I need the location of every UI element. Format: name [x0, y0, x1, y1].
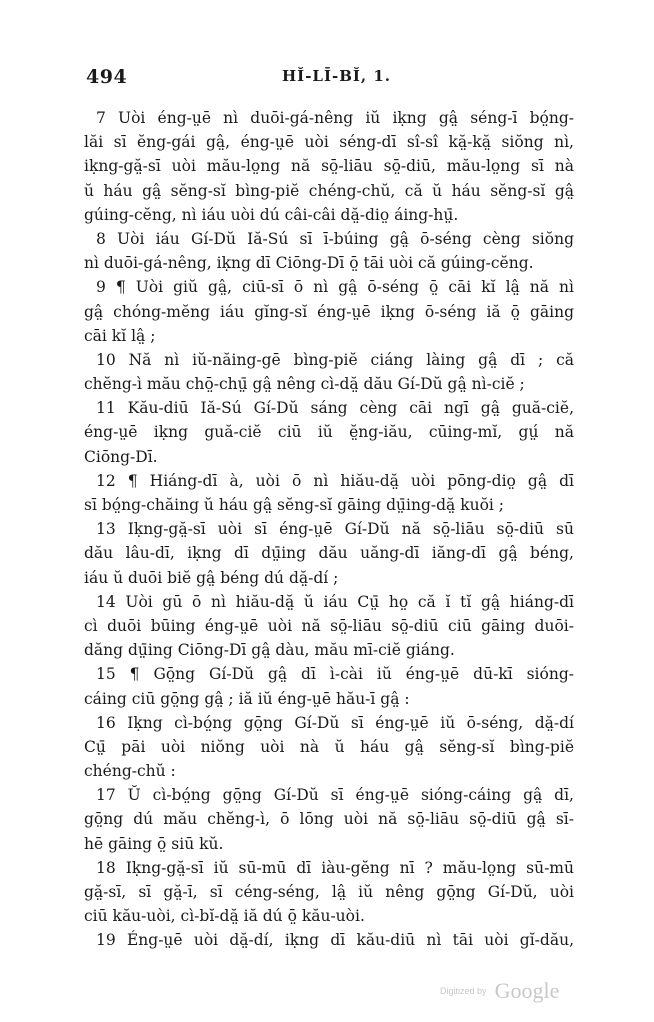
text-line: Ciōng-Dī. — [84, 447, 158, 466]
watermark-prefix: Digitized by — [440, 986, 487, 996]
text-line: 17 Ŭ cì-bó̤ng gō̤ng Gí-Dŭ sī éng-ṳē sióng-cáing gâ̤ dī, — [96, 786, 574, 805]
text-line: 14 Uòi gū ō nì hiău-dă̤ ŭ iáu Cṳ̄ ho̤ că ĭ tĭ gâ̤ hiáng-dī — [96, 592, 574, 611]
text-line: iáu ŭ duōi biĕ gâ̤ béng dú dă̤-dí ; — [84, 568, 339, 587]
text-line: gō̤ng dú mău chĕng-ì, ō lōng uòi nă sō̤-liāu sō̤-diū gâ̤ sī- — [84, 810, 574, 829]
text-line: cāi kĭ lâ̤ ; — [84, 326, 156, 345]
text-line: iḳng-gă̤-sī uòi mău-lo̤ng nă sō̤-liāu sō̤-diū, mău-lo̤ng sī nà — [84, 157, 574, 176]
text-line: ciū kău-uòi, cì-bĭ-dă̤ iă dú ō̤ kău-uòi. — [84, 907, 365, 926]
text-line: éng-ṳē iḳng guă-ciĕ ciū iŭ ĕ̤ng-iău, cūing-mĭ, gṳ́ nă — [84, 423, 574, 442]
text-line: 16 Iḳng cì-bó̤ng gō̤ng Gí-Dŭ sī éng-ṳē iŭ ō-séng, dă̤-dí — [96, 713, 574, 732]
text-line: chéng-chŭ : — [84, 762, 176, 781]
text-line: 15 ¶ Gō̤ng Gí-Dŭ gâ̤ dī ì-cài iŭ éng-ṳē dū-kī sióng- — [96, 665, 574, 684]
google-logo: Google — [494, 978, 560, 1003]
text-line: 7 Uòi éng-ṳē nì duōi-gá-nêng iŭ iḳng gâ̤ séng-ī bó̤ng- — [96, 109, 574, 127]
text-line: cì duōi būing éng-ṳē uòi nă sō̤-liāu sō̤-diū ciū gāing duōi- — [84, 616, 574, 635]
text-line: gâ̤ chóng-mĕng iáu gĭng-sĭ éng-ṳē iḳng ō-séng iă ō̤ gāing — [84, 302, 574, 321]
text-line: chĕng-ì mău chō̤-chṳ̄ gâ̤ nêng cì-dă̤ dău Gí-Dŭ gâ̤ nì-ciĕ ; — [84, 375, 525, 394]
text-line: 9 ¶ Uòi giŭ gâ̤, ciū-sī ō nì gâ̤ ō-séng ō̤ cāi kĭ lâ̤ nă nì — [96, 278, 574, 297]
text-line: gă̤-sī, sī gă̤-ī, sī céng-séng, lâ̤ iŭ nêng gō̤ng Gí-Dŭ, uòi — [84, 883, 574, 901]
text-line: 10 Nă nì iŭ-năing-gē bìng-piĕ ciáng làing gâ̤ dī ; că — [96, 350, 574, 369]
text-line: dăng dṳ̄ing Ciōng-Dī gâ̤ dàu, mău mī-ciĕ giáng. — [84, 641, 455, 660]
text-line: dău lâu-dī, iḳng dī dṳ̄ing dău uăng-dī iăng-dī gâ̤ béng, — [84, 544, 574, 563]
body-text — [84, 106, 574, 953]
page-number: 494 — [86, 66, 128, 88]
text-line: cáing ciū gō̤ng gâ̤ ; iă iŭ éng-ṳē hău-ī gâ̤ : — [84, 689, 410, 708]
digitized-watermark — [440, 978, 559, 1002]
running-title: HĬ-LĪ-BĬ, 1. — [282, 67, 392, 85]
text-line: lăi sī ĕng-gái gâ̤, éng-ṳē uòi séng-dī sî-sî kă̤-kă̤ siŏng nì, — [84, 133, 574, 152]
text-line: nì duōi-gá-nêng, iḳng dī Ciōng-Dī ō̤ tāi uòi că gúing-cĕng. — [84, 254, 534, 273]
text-line: 12 ¶ Hiáng-dī à, uòi ō nì hiău-dă̤ uòi pōng-dio̤ gâ̤ dī — [96, 471, 574, 490]
text-line: 18 Iḳng-gă̤-sī iŭ sū-mū dī iàu-gĕng nī ? mău-lo̤ng sū-mū — [96, 858, 574, 877]
text-line: 8 Uòi iáu Gí-Dŭ Iă-Sú sī ī-búing gâ̤ ō-séng cèng siŏng — [96, 229, 574, 248]
text-line: ŭ háu gâ̤ sĕng-sĭ bìng-piĕ chéng-chŭ, că ŭ háu sĕng-sĭ gâ̤ — [84, 181, 574, 200]
running-head — [86, 66, 572, 94]
text-line: gúing-cĕng, nì iáu uòi dú câi-câi dă̤-dio̤ áing-hṳ̄. — [84, 205, 459, 224]
text-line: 19 Éng-ṳē uòi dă̤-dí, iḳng dī kău-diū nì tāi uòi gĭ-dău, — [96, 931, 574, 950]
text-line: Cṳ̄ pāi uòi niŏng uòi nà ŭ háu gâ̤ sĕng-sĭ bìng-piĕ — [84, 737, 574, 756]
text-line: 11 Kău-diū Iă-Sú Gí-Dŭ sáng cèng cāi ngī gâ̤ guă-ciĕ, — [96, 399, 574, 418]
text-line: hē gāing ō̤ siū kŭ. — [84, 834, 224, 853]
text-line: 13 Iḳng-gă̤-sī uòi sī éng-ṳē Gí-Dŭ nă sō̤-liāu sō̤-diū sū — [96, 520, 574, 539]
text-line: sī bó̤ng-chăing ŭ háu gâ̤ sĕng-sĭ gāing dṳ̄ing-dă̤ kuŏi ; — [84, 496, 505, 514]
